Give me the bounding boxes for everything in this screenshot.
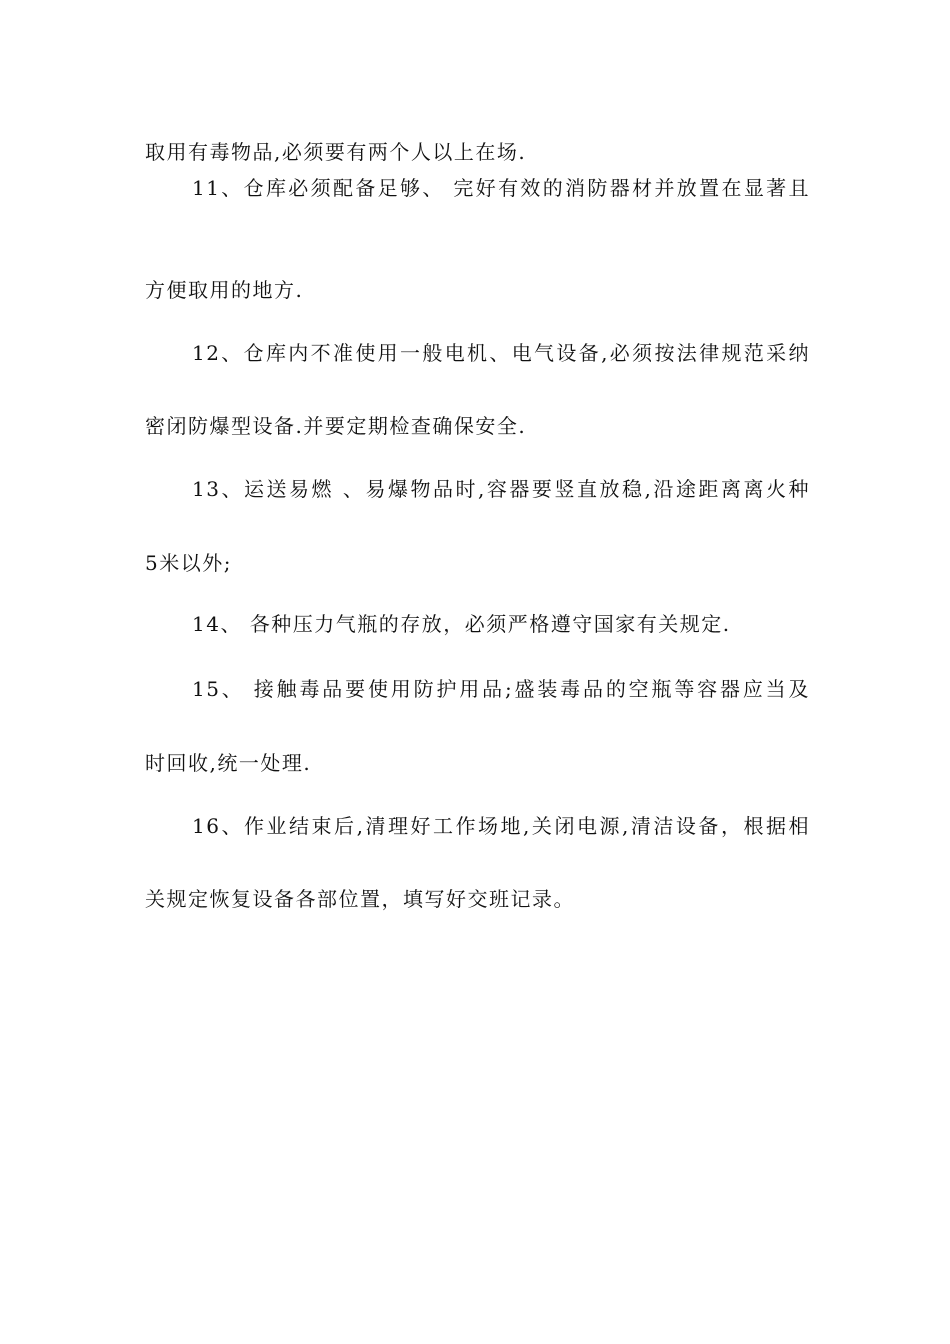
item-13-line-2: 5米以外; [145,551,232,575]
item-11-line-1: 11、仓库必须配备足够、 完好有效的消防器材并放置在显著且 [192,176,810,200]
item-12-line-2: 密闭防爆型设备.并要定期检查确保安全. [145,414,527,438]
item-13-line-1: 13、运送易燃 、易爆物品时,容器要竖直放稳,沿途距离离火种 [192,477,810,501]
item-12-line-1: 12、仓库内不准使用一般电机、电气设备,必须按法律规范采纳 [192,341,810,365]
text-line-1: 取用有毒物品,必须要有两个人以上在场. [145,140,527,164]
item-15-line-2: 时回收,统一处理. [145,751,312,775]
item-15-line-1: 15、 接触毒品要使用防护用品;盛装毒品的空瓶等容器应当及 [192,677,810,701]
item-11-line-2: 方便取用的地方. [145,278,304,302]
item-16-line-2: 关规定恢复设备各部位置，填写好交班记录。 [145,887,575,911]
item-16-line-1: 16、作业结束后,清理好工作场地,关闭电源,清洁设备，根据相 [192,814,810,838]
item-14-line-1: 14、 各种压力气瓶的存放，必须严格遵守国家有关规定. [192,612,731,636]
